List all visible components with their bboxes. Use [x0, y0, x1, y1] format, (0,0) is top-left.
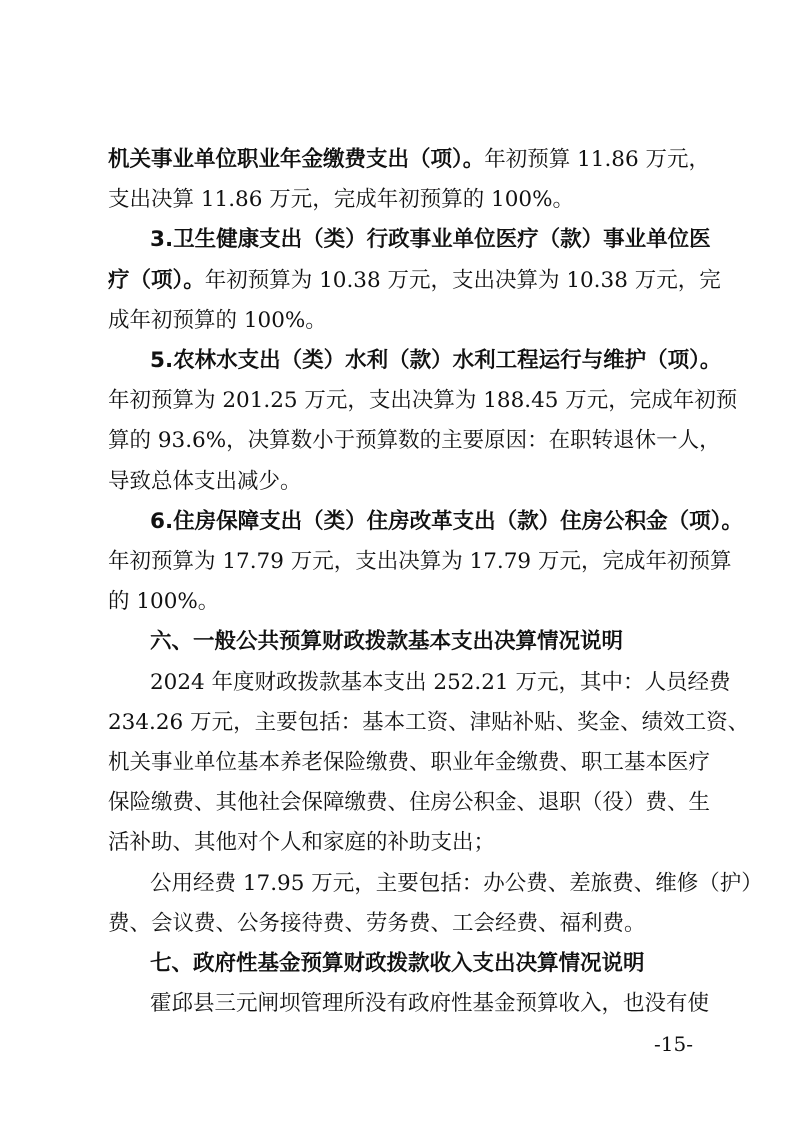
paragraph-line: 霍邱县三元闸坝管理所没有政府性基金预算收入，也没有使 — [150, 991, 710, 1017]
paragraph-line — [150, 507, 743, 537]
paragraph-line — [150, 225, 711, 255]
bold-heading-text: 6.住房保障支出（类）住房改革支出（款）住房公积金（项）。 — [150, 508, 743, 534]
paragraph-line: 导致总体支出减少。 — [108, 468, 302, 494]
paragraph-line: 2024 年度财政拨款基本支出 252.21 万元，其中：人员经费 — [150, 669, 731, 695]
body-text: 年初预算 11.86 万元， — [484, 147, 710, 172]
paragraph-line: 年初预算为 17.79 万元，支出决算为 17.79 万元，完成年初预算 — [108, 549, 732, 574]
bold-heading-text: 3.卫生健康支出（类）行政事业单位医疗（款）事业单位医 — [150, 227, 711, 253]
paragraph-line: 支出决算 11.86 万元，完成年初预算的 100%。 — [108, 187, 575, 213]
paragraph-line: 成年初预算的 100%。 — [108, 307, 327, 333]
paragraph-line: 234.26 万元，主要包括：基本工资、津贴补贴、奖金、绩效工资、 — [108, 709, 750, 735]
body-text: 年初预算为 10.38 万元，支出决算为 10.38 万元，完 — [204, 267, 721, 293]
paragraph-line — [108, 266, 721, 296]
paragraph-line: 机关事业单位基本养老保险缴费、职业年金缴费、职工基本医疗 — [108, 750, 711, 775]
bold-heading-text: 机关事业单位职业年金缴费支出（项）。 — [108, 147, 485, 172]
section-heading: 六、一般公共预算财政拨款基本支出决算情况说明 — [150, 629, 624, 655]
paragraph-line: 公用经费 17.95 万元，主要包括：办公费、差旅费、维修（护） — [150, 870, 763, 896]
page-number: -15- — [654, 1032, 693, 1057]
bold-heading-text: 5.农林水支出（类）水利（款）水利工程运行与维护（项）。 — [150, 348, 722, 373]
paragraph-line: 费、会议费、公务接待费、劳务费、工会经费、福利费。 — [108, 910, 646, 936]
section-heading: 七、政府性基金预算财政拨款收入支出决算情况说明 — [150, 951, 645, 976]
bold-heading-text: 疗（项）。 — [108, 267, 205, 293]
paragraph-line — [150, 346, 722, 376]
paragraph-line: 保险缴费、其他社会保障缴费、住房公积金、退职（役）费、生 — [108, 790, 711, 816]
paragraph-line: 年初预算为 201.25 万元，支出决算为 188.45 万元，完成年初预 — [108, 388, 738, 414]
paragraph-line: 算的 93.6%，决算数小于预算数的主要原因：在职转退休一人， — [108, 428, 721, 454]
paragraph-line: 的 100%。 — [108, 589, 220, 615]
paragraph-line: 活补助、其他对个人和家庭的补助支出； — [108, 830, 496, 856]
paragraph-line — [108, 145, 710, 175]
